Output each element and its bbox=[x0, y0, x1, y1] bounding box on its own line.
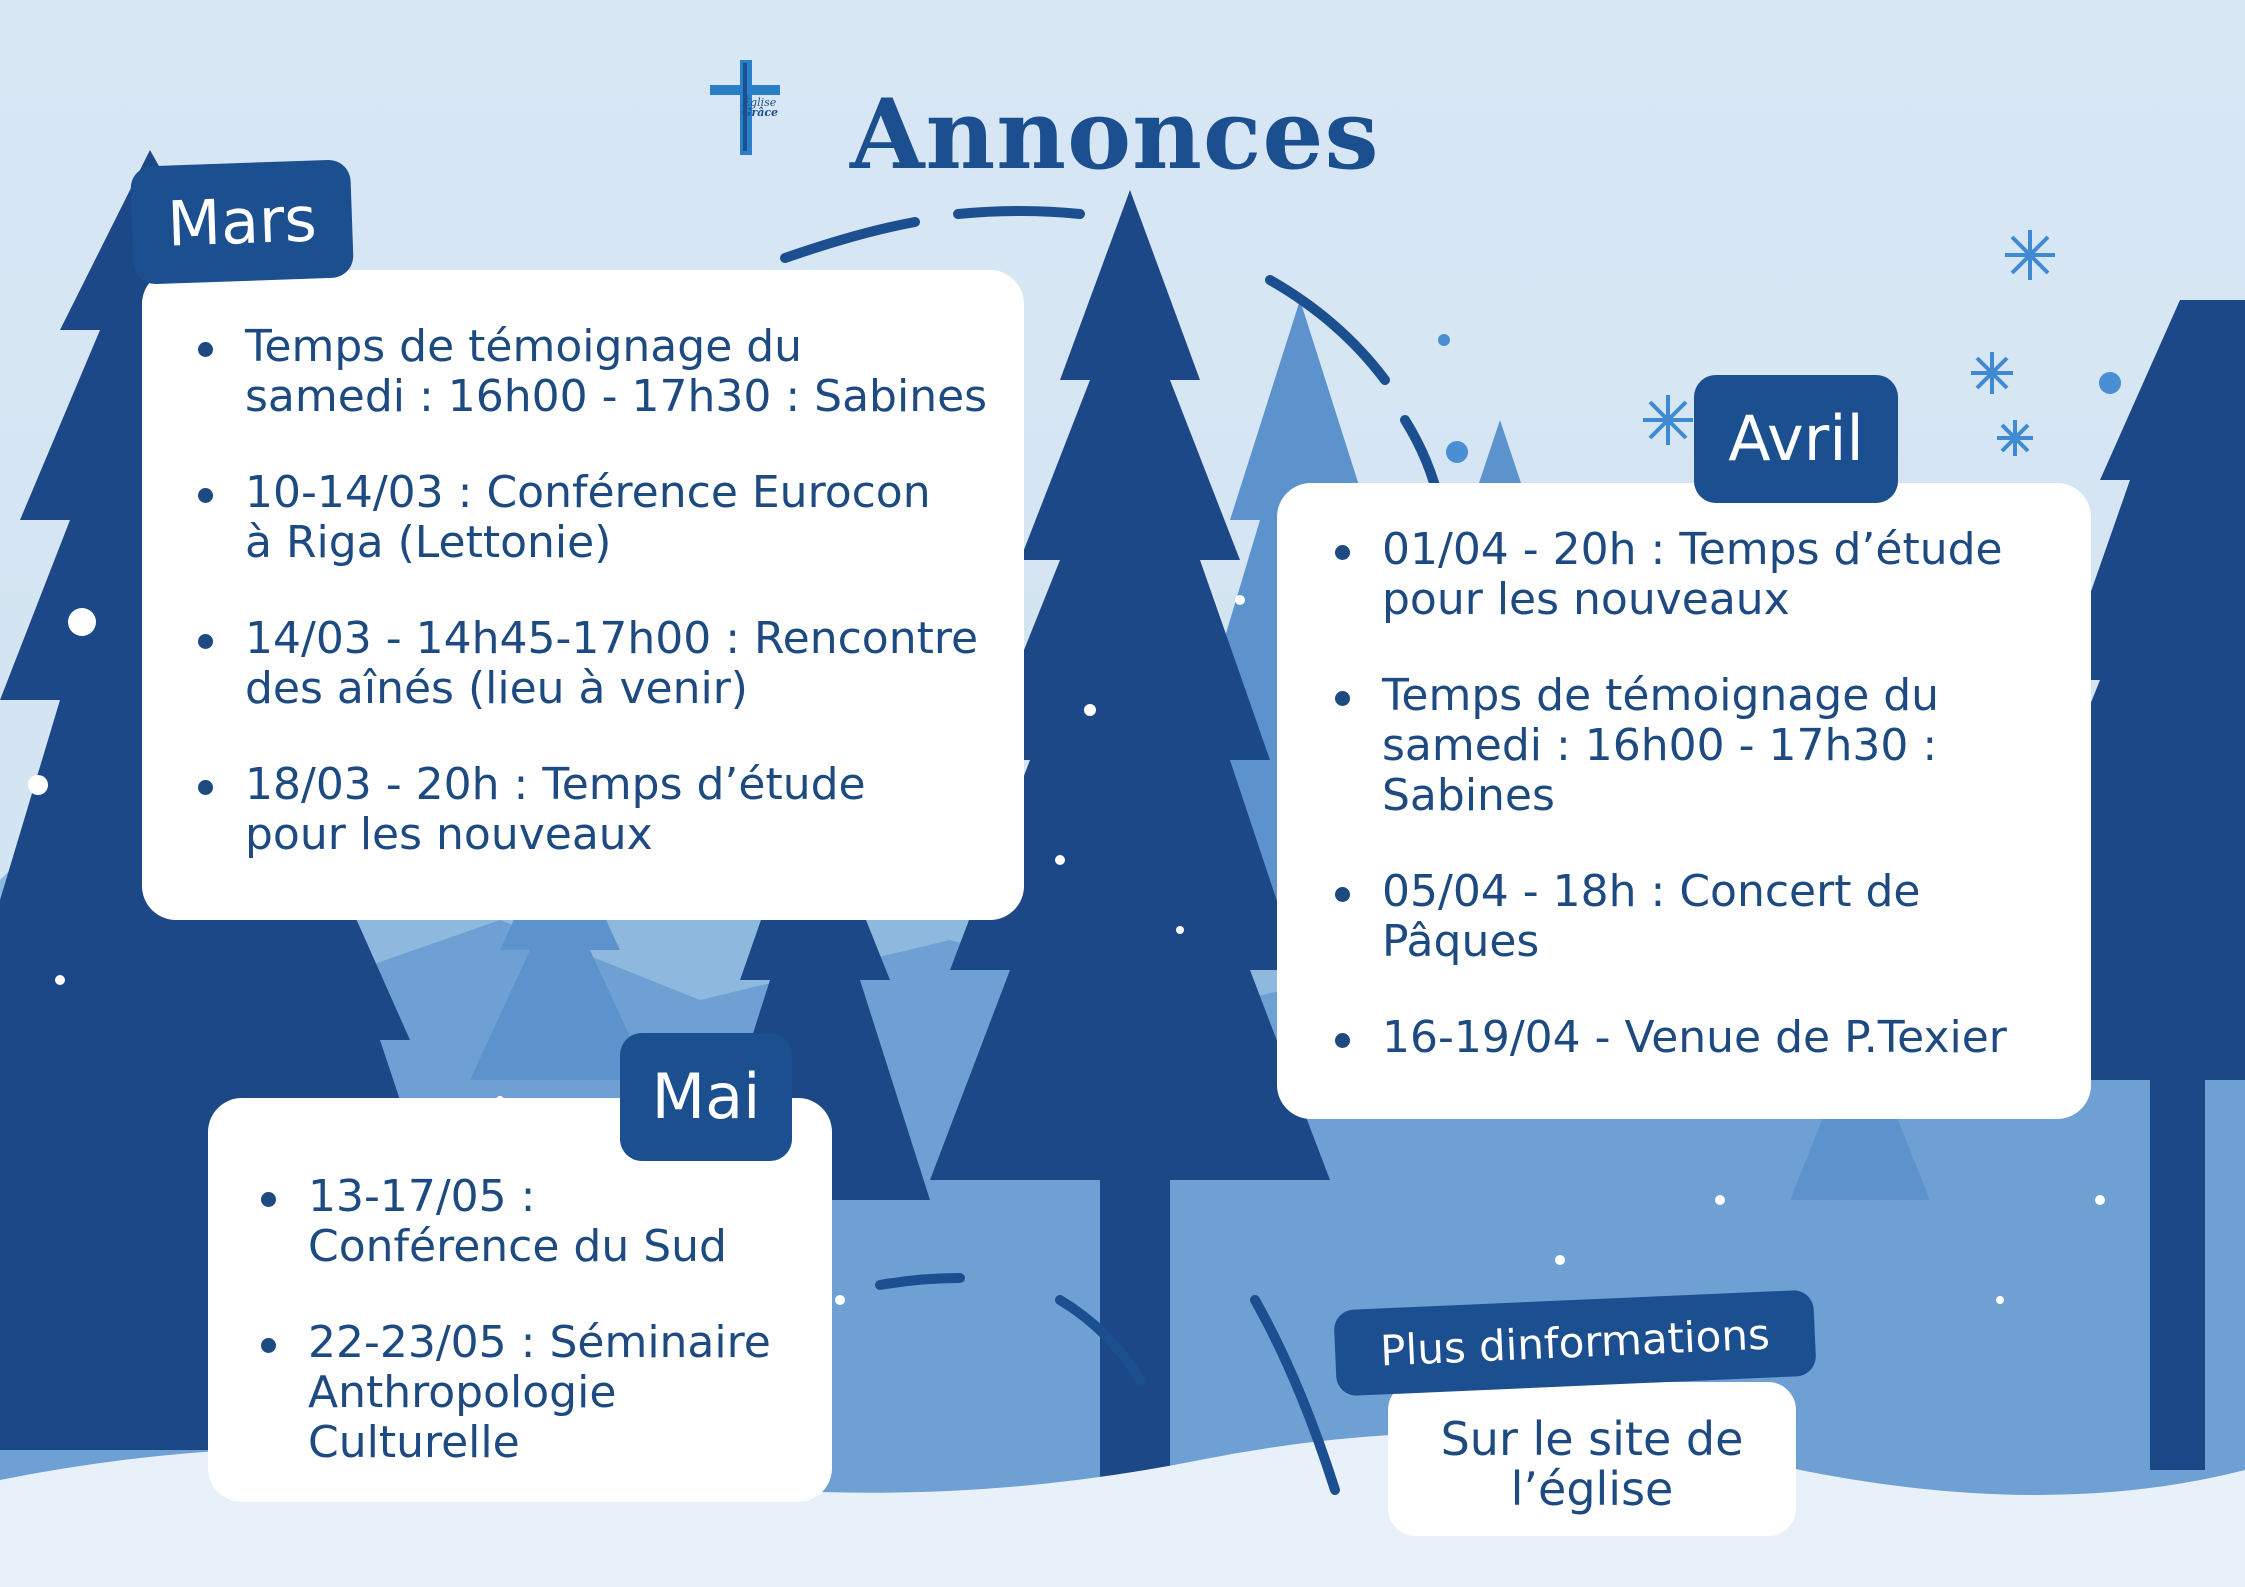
mai-event-list bbox=[253, 1172, 812, 1468]
more-info-card bbox=[1388, 1382, 1796, 1536]
event-line: des aînés (lieu à venir) bbox=[245, 663, 748, 714]
list-item bbox=[190, 468, 996, 568]
event-line: 16-19/04 - Venue de P.Texier bbox=[1382, 1012, 2007, 1063]
event-line: 14/03 - 14h45-17h00 : Rencontre bbox=[245, 613, 979, 664]
event-line: samedi : 16h00 - 17h30 : bbox=[1382, 720, 1938, 771]
event-line: Temps de témoignage du bbox=[1382, 670, 1940, 721]
list-item bbox=[190, 322, 996, 422]
event-line: 01/04 - 20h : Temps d’étude bbox=[1382, 524, 2003, 575]
list-item bbox=[190, 614, 996, 714]
event-line: samedi : 16h00 - 17h30 : Sabines bbox=[245, 371, 988, 422]
mars-card bbox=[142, 270, 1024, 920]
list-item bbox=[190, 760, 996, 860]
mai-label: Mai bbox=[620, 1033, 792, 1161]
event-line: Sabines bbox=[1382, 770, 1555, 821]
event-line: pour les nouveaux bbox=[245, 809, 653, 860]
event-line: 13-17/05 : bbox=[308, 1171, 536, 1222]
logo-line-1: Église bbox=[742, 96, 777, 109]
event-line: 10-14/03 : Conférence Eurocon bbox=[245, 467, 931, 518]
more-info-line: Sur le site de bbox=[1440, 1412, 1744, 1466]
event-line: Culturelle bbox=[308, 1417, 520, 1468]
avril-card bbox=[1277, 483, 2091, 1119]
event-line: 18/03 - 20h : Temps d’étude bbox=[245, 759, 866, 810]
logo-line-2: Grâce bbox=[742, 106, 779, 119]
more-info-line: l’église bbox=[1510, 1462, 1674, 1516]
list-item bbox=[1327, 671, 2071, 821]
logo-text bbox=[742, 98, 812, 118]
list-item bbox=[253, 1318, 812, 1468]
event-line: Pâques bbox=[1382, 916, 1540, 967]
event-line: 05/04 - 18h : Concert de bbox=[1382, 866, 1921, 917]
list-item bbox=[1327, 525, 2071, 625]
event-line: 22-23/05 : Séminaire bbox=[308, 1317, 771, 1368]
mars-event-list bbox=[190, 322, 996, 860]
list-item bbox=[1327, 867, 2071, 967]
event-line: Conférence du Sud bbox=[308, 1221, 727, 1272]
list-item bbox=[1327, 1013, 2071, 1063]
event-line: à Riga (Lettonie) bbox=[245, 517, 612, 568]
page-title: Annonces bbox=[850, 78, 1380, 191]
event-line: Temps de témoignage du bbox=[245, 321, 803, 372]
event-line: pour les nouveaux bbox=[1382, 574, 1790, 625]
mars-label: Mars bbox=[130, 159, 354, 285]
event-line: Anthropologie bbox=[308, 1367, 617, 1418]
avril-event-list bbox=[1327, 525, 2071, 1063]
list-item bbox=[253, 1172, 812, 1272]
avril-label: Avril bbox=[1694, 375, 1898, 503]
more-info-label: Plus dinformations bbox=[1333, 1290, 1816, 1397]
